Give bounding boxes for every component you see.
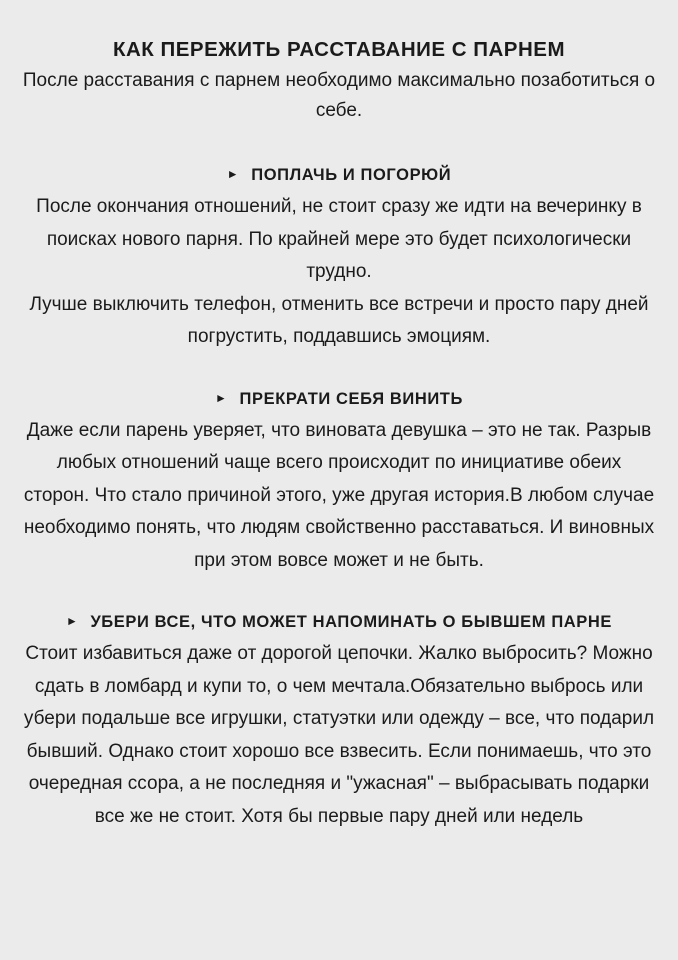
section-heading-text: УБЕРИ ВСЕ, ЧТО МОЖЕТ НАПОМИНАТЬ О БЫВШЕМ ПАРНЕ — [90, 613, 613, 631]
section-paragraph: Лучше выключить телефон, отменить все встречи и просто пару дней погрустить, поддавшись эмоциям. — [29, 293, 649, 347]
triangle-right-icon: ► — [226, 167, 240, 181]
section-heading — [22, 384, 656, 413]
section-heading — [22, 160, 656, 189]
section-cry-and-grieve — [22, 160, 656, 354]
section-heading — [22, 607, 656, 636]
article-intro: После расставания с парнем необходимо максимально позаботиться о себе. — [22, 70, 656, 121]
section-paragraph: Стоит избавиться даже от дорогой цепочки. Жалко выбросить? Можно сдать в ломбард и купи то, о чем мечтала.Обязательно выбрось или убери подальше все игрушки, статуэтки или одежду – все, что подарил бывший. Однако стоит хорошо все взвесить. Если понимаешь, что это очередная ссора, а не последняя и "ужасная" – выбрасывать подарки все же не стоит. Хотя бы первые пару дней или недель — [23, 643, 655, 827]
triangle-right-icon: ► — [215, 390, 228, 405]
triangle-right-icon: ► — [65, 614, 79, 628]
section-paragraph: После окончания отношений, не стоит сразу же идти на вечеринку в поисках нового парня. По крайней мере это будет психологически трудно. — [36, 196, 642, 282]
section-remove-reminders — [22, 607, 656, 833]
article-title: КАК ПЕРЕЖИТЬ РАССТАВАНИЕ С ПАРНЕМ — [112, 38, 566, 61]
section-heading-text: ПРЕКРАТИ СЕБЯ ВИНИТЬ — [239, 389, 463, 408]
section-paragraph: Даже если парень уверяет, что виновата девушка – это не так. Разрыв любых отношений чаще всего происходит по инициативе обеих сторон. Что стало причиной этого, уже другая история.В любом случае необходимо понять, что людям свойственно расставаться. И виновных при этом вовсе может и не быть. — [23, 419, 655, 571]
section-heading-text: ПОПЛАЧЬ И ПОГОРЮЙ — [251, 166, 452, 184]
section-stop-blaming — [22, 384, 656, 578]
